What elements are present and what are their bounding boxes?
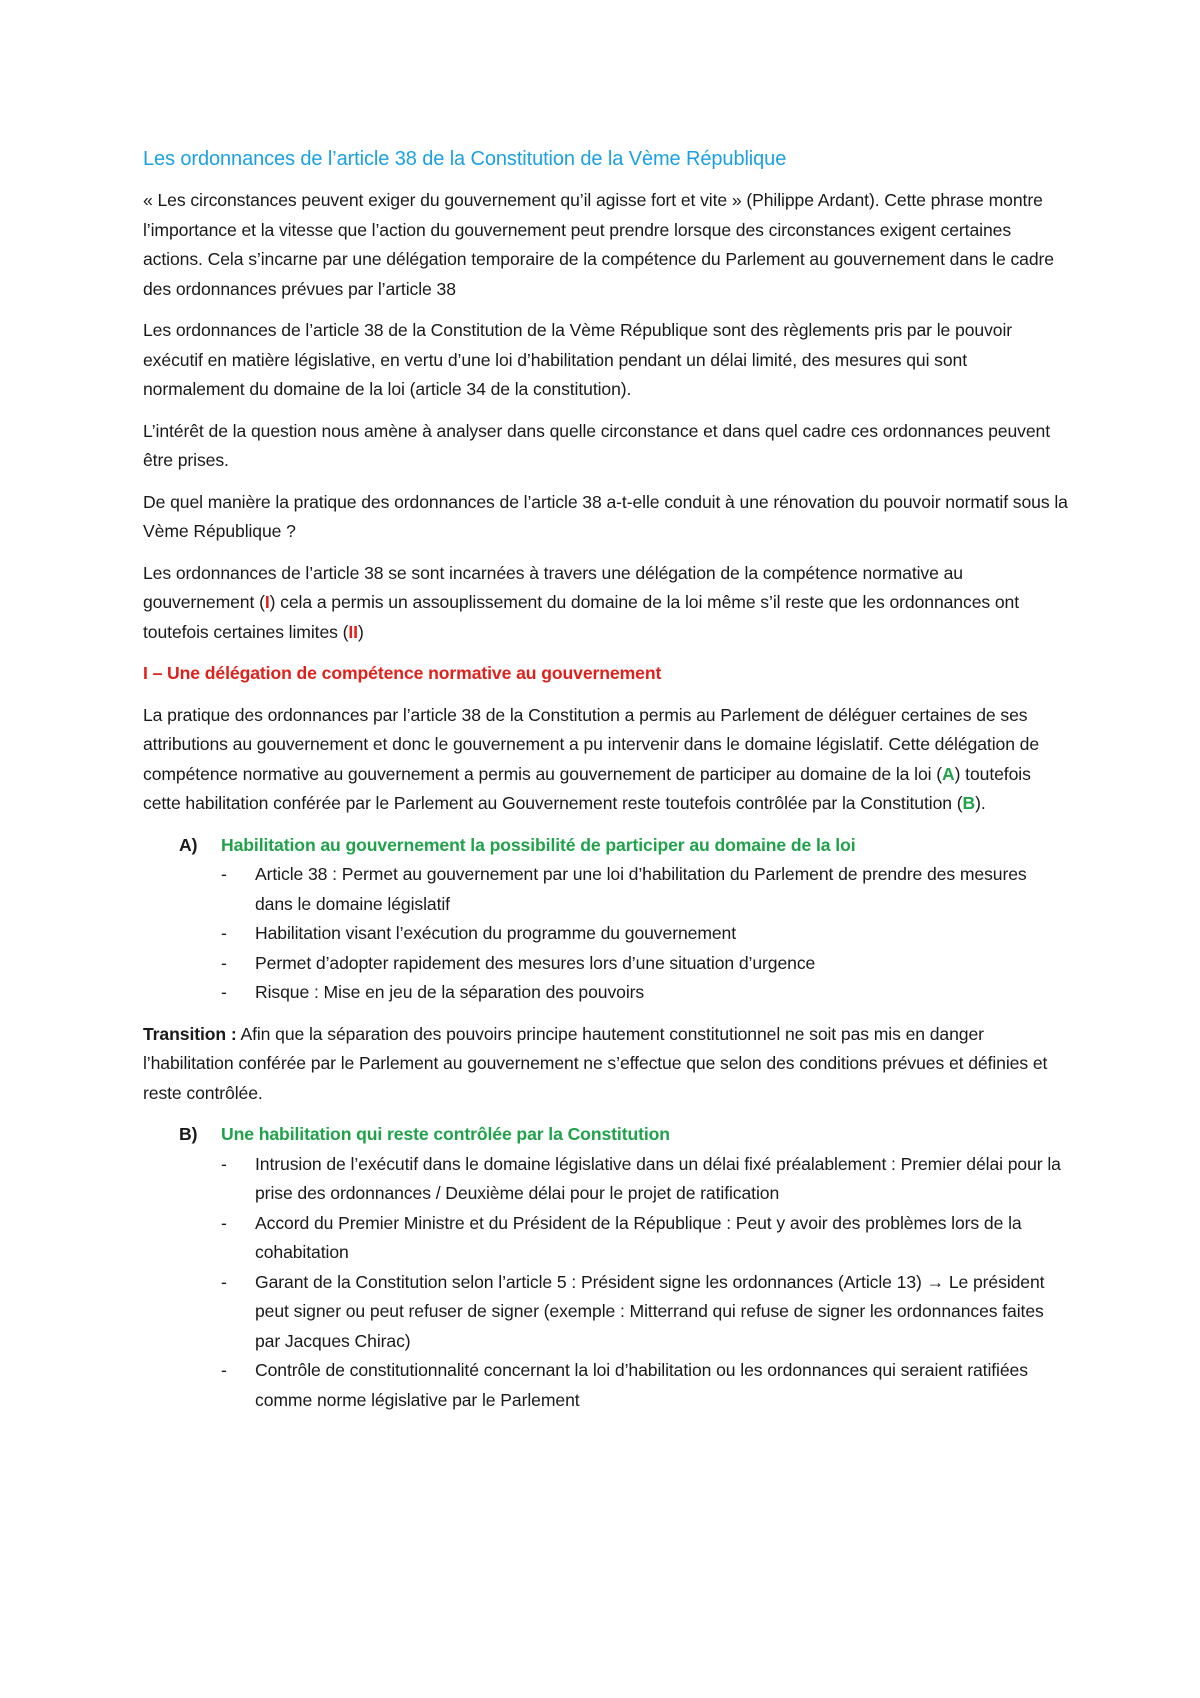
transition-text: Afin que la séparation des pouvoirs principe hautement constitutionnel ne soit pas mis en danger l’habilitation conférée par le Parlement au gouvernement ne s’effectue que selon des conditions prévues et définies et reste contrôlée. [143, 1023, 1048, 1103]
plan-marker-i: I [264, 592, 270, 612]
dash-bullet: - [221, 864, 227, 884]
subsection-b-list [143, 1150, 1068, 1416]
dash-bullet: - [221, 952, 227, 973]
dash-bullet: - [221, 1271, 227, 1292]
intro-paragraph-2: Les ordonnances de l’article 38 de la Constitution de la Vème République sont des règlements pris par le pouvoir exécutif en matière législative, en vertu d’une loi d’habilitation pendant un délai limité, des mesures qui sont normalement du domaine de la loi (article 34 de la constitution). [143, 320, 1013, 399]
part-1-chapeau [143, 701, 1068, 819]
subsection-a-letter: A) [179, 834, 198, 855]
transition-paragraph [143, 1020, 1068, 1109]
subsection-a-title: Habilitation au gouvernement la possibilité de participer au domaine de la loi [221, 834, 856, 855]
annonce-text-c: ) [357, 621, 364, 642]
dash-bullet: - [221, 1212, 227, 1233]
dash-bullet: - [221, 923, 227, 943]
subsection-b-letter: B) [179, 1124, 198, 1144]
list-item: - Risque : Mise en jeu de la séparation des pouvoirs [221, 978, 1068, 1008]
subsection-b-heading [143, 1120, 1068, 1150]
intro-paragraph-3: L’intérêt de la question nous amène à analyser dans quelle circonstance et dans quel cadre ces ordonnances peuvent être prises. [143, 420, 1051, 470]
plan-marker-ii: II [348, 621, 358, 642]
subsection-a-list [143, 860, 1068, 1008]
chapeau-text-a: La pratique des ordonnances par l’article 38 de la Constitution a permis au Parlement de déléguer certaines de ses attributions au gouvernement et donc le gouvernement a pu intervenir dans le domaine législatif. Cette délégation de compétence normative au gouvernement a permis au gouvernement de participer au domaine de la loi ( [143, 704, 1040, 784]
part-1-heading: I – Une délégation de compétence normative au gouvernement [143, 663, 662, 683]
subsection-b-title: Une habilitation qui reste contrôlée par la Constitution [221, 1124, 670, 1144]
dash-bullet: - [221, 1360, 227, 1380]
chapeau-marker-a: A [942, 763, 955, 784]
list-item: - Intrusion de l’exécutif dans le domaine législative dans un délai fixé préalablement : Premier délai pour la prise des ordonnances / Deuxième délai pour le projet de ratification [221, 1150, 1068, 1209]
chapeau-marker-b: B [962, 793, 976, 813]
chapeau-text-c: ). [975, 793, 986, 813]
document-body [143, 144, 1068, 1427]
list-item: - Garant de la Constitution selon l’article 5 : Président signe les ordonnances (Article 13) → Le président peut signer ou peut refuser de signer (exemple : Mitterrand qui refuse de signer les ordonnances faites par Jacques Chirac) [221, 1268, 1068, 1357]
list-item: - Permet d’adopter rapidement des mesures lors d’une situation d’urgence [221, 949, 1068, 979]
annonce-text-b: ) cela a permis un assouplissement du domaine de la loi même s’il reste que les ordonnances ont toutefois certaines limites ( [143, 592, 1020, 642]
annonce-text-a: Les ordonnances de l’article 38 se sont incarnées à travers une délégation de la compétence normative au gouvernement ( [143, 562, 963, 612]
list-item: - Accord du Premier Ministre et du Président de la République : Peut y avoir des problèmes lors de la cohabitation [221, 1209, 1068, 1268]
dash-bullet: - [221, 982, 227, 1002]
list-item: - Contrôle de constitutionnalité concernant la loi d’habilitation ou les ordonnances qui seraient ratifiées comme norme législative par le Parlement [221, 1356, 1068, 1415]
dash-bullet: - [221, 1153, 227, 1174]
list-item: - Article 38 : Permet au gouvernement par une loi d’habilitation du Parlement de prendre des mesures dans le domaine législatif [221, 860, 1068, 919]
annonce-plan-paragraph [143, 559, 1068, 648]
document-title: Les ordonnances de l’article 38 de la Constitution de la Vème République [143, 148, 787, 170]
list-item: - Habilitation visant l’exécution du programme du gouvernement [221, 919, 1068, 949]
subsection-a-heading [143, 831, 1068, 861]
problematique-paragraph: De quel manière la pratique des ordonnances de l’article 38 a-t-elle conduit à une rénovation du pouvoir normatif sous la Vème République ? [143, 491, 1068, 541]
transition-label: Transition : [143, 1023, 237, 1044]
chapeau-text-b: ) toutefois cette habilitation conférée par le Parlement au Gouvernement reste toutefois contrôlée par la Constitution ( [143, 763, 1031, 813]
intro-paragraph-1: « Les circonstances peuvent exiger du gouvernement qu’il agisse fort et vite » (Philippe Ardant). Cette phrase montre l’importance et la vitesse que l’action du gouvernement peut prendre lorsque des circonstances exigent certaines actions. Cela s’incarne par une délégation temporaire de la compétence du Parlement au gouvernement dans le cadre des ordonnances prévues par l’article 38 [143, 190, 1054, 299]
